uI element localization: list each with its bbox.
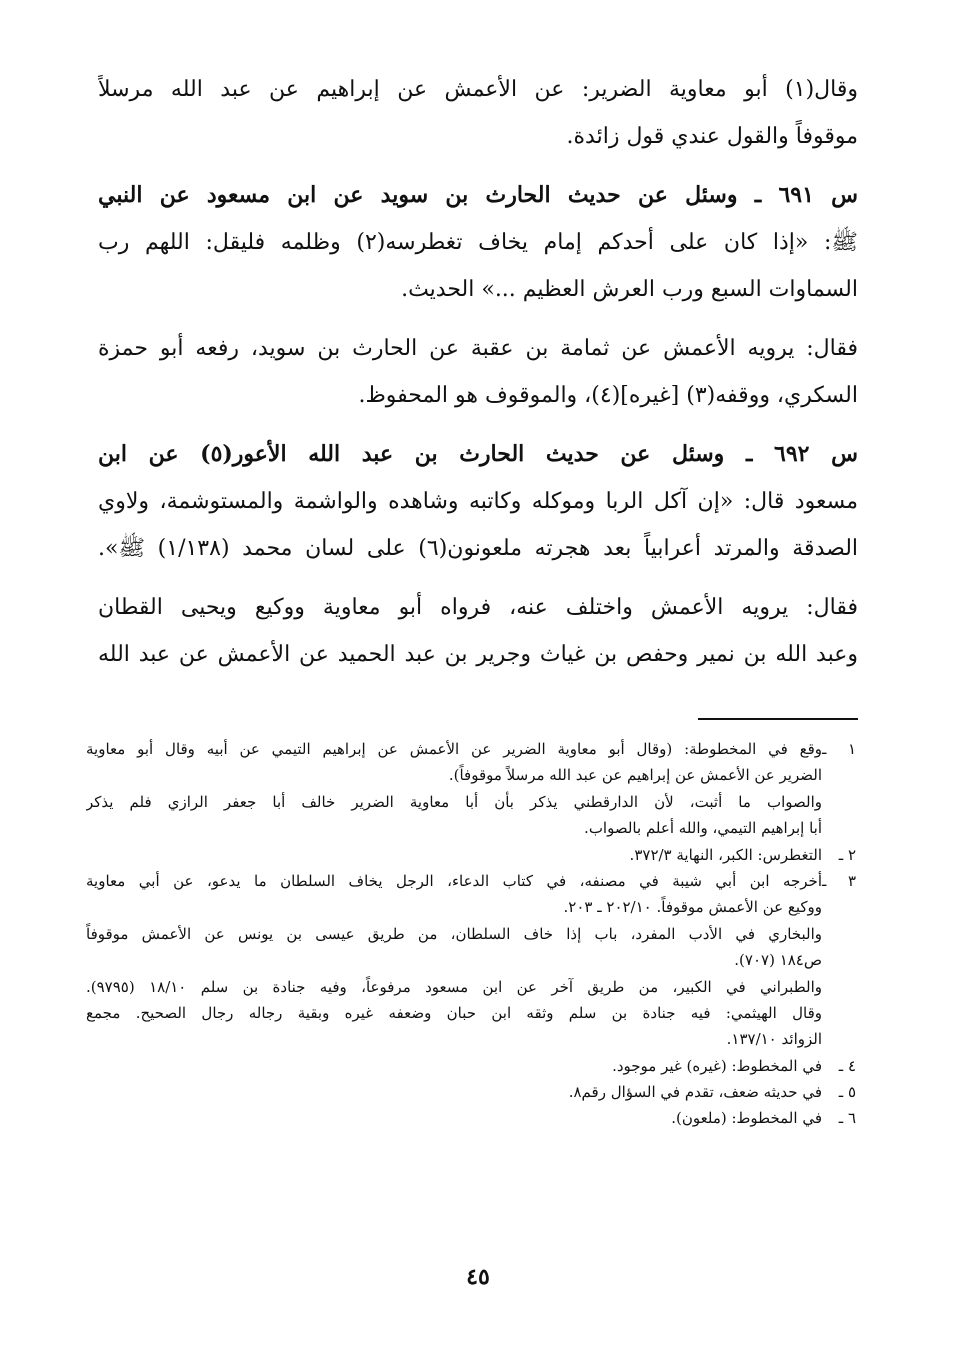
text-line: ﷺ: «إذا كان على أحدكم إمام يخاف تغطرسه(٢) وظلمه فليقل: اللهم رب xyxy=(98,230,858,255)
text-line: موقوفاً والقول عندي قول زائدة. xyxy=(566,124,858,149)
text-line: فقال: يرويه الأعمش عن ثمامة بن عقبة عن الحارث بن سويد، رفعه أبو حمزة xyxy=(98,336,858,361)
footnote-1 xyxy=(86,736,856,842)
footnote-text: الضرير عن الأعمش عن إبراهيم عن عبد الله مرسلاً موقوفاً). xyxy=(448,766,822,785)
footnote-text: في المخطوط: (ملعون). xyxy=(671,1109,822,1128)
text-line: س ٦٩١ ـ وسئل عن حديث الحارث بن سويد عن ابن مسعود عن النبي xyxy=(98,182,858,208)
text-line: السماوات السبع ورب العرش العظيم ...» الحديث. xyxy=(401,277,858,302)
text-line: وعبد الله بن نمير وحفص بن غياث وجرير بن عبد الحميد عن الأعمش عن عبد الله xyxy=(98,642,858,667)
footnote-text: الزوائد ١٣٧/١٠. xyxy=(726,1030,822,1049)
footnote-text: أبا إبراهيم التيمي، والله أعلم بالصواب. xyxy=(584,819,822,838)
footnote-text: في المخطوط: (غيره) غير موجود. xyxy=(612,1056,822,1075)
footnote-2 xyxy=(86,842,856,868)
answer-692 xyxy=(98,584,858,678)
question-691 xyxy=(98,172,858,313)
footnote-text: والصواب ما أثبت، لأن الدارقطني يذكر بأن أبا معاوية الضرير خالف أبا جعفر الرازي فلم يذكر xyxy=(86,792,822,811)
footnote-4 xyxy=(86,1053,856,1079)
footnote-text: في حديثه ضعف، تقدم في السؤال رقم٨. xyxy=(568,1083,822,1102)
text-line: وقال(١) أبو معاوية الضرير: عن الأعمش عن إبراهيم عن عبد الله مرسلاً xyxy=(98,77,858,102)
footnote-separator xyxy=(698,718,858,720)
footnote-text: ص١٨٤ (٧٠٧). xyxy=(734,951,822,970)
footnote-text: والطبراني في الكبير، من طريق آخر عن ابن مسعود مرفوعاً، وفيه جنادة بن سلم ١٨/١٠ (٩٧٩٥). xyxy=(86,977,822,996)
footnote-number: ٣ ـ xyxy=(822,871,856,890)
footnote-text: وقال الهيثمي: فيه جنادة بن سلم وثقه ابن حبان وضعفه غيره وبقية رجاله رجال الصحيح. مجمع xyxy=(86,1003,822,1022)
footnote-5 xyxy=(86,1079,856,1105)
footnote-number: ٢ ـ xyxy=(838,845,856,864)
footnote-text: والبخاري في الأدب المفرد، باب إذا خاف السلطان، من طريق عيسى بن يونس عن الأعمش موقوفاً xyxy=(86,924,822,943)
footnote-number: ٥ ـ xyxy=(838,1083,856,1102)
question-692 xyxy=(98,431,858,572)
footnote-text: وقع في المخطوطة: (وقال أبو معاوية الضرير عن الأعمش عن إبراهيم التيمي عن أبيه وقال أبو معاوية xyxy=(86,740,822,758)
footnote-number: ١ ـ xyxy=(822,740,856,758)
footnote-text: التغطرس: الكبر، النهاية ٣٧٢/٣. xyxy=(629,845,822,864)
page-number: ٤٥ xyxy=(466,1264,490,1290)
footnote-text: أخرجه ابن أبي شيبة في مصنفه، في كتاب الدعاء، الرجل يخاف السلطان ما يدعو، عن أبي معاوية xyxy=(86,871,822,890)
footnote-6 xyxy=(86,1105,856,1131)
text-line: مسعود قال: «إن آكل الربا وموكله وكاتبه وشاهده والواشمة والمستوشمة، ولاوي xyxy=(98,489,858,514)
main-text xyxy=(98,66,858,690)
footnote-3 xyxy=(86,868,856,1053)
text-line: فقال: يرويه الأعمش واختلف عنه، فرواه أبو معاوية ووكيع ويحيى القطان xyxy=(98,595,858,620)
footnote-number: ٤ ـ xyxy=(838,1056,856,1075)
footnote-number: ٦ ـ xyxy=(838,1109,856,1128)
text-line: س ٦٩٢ ـ وسئل عن حديث الحارث بن عبد الله الأعور(٥) عن ابن xyxy=(98,441,858,467)
footnotes xyxy=(86,736,856,1132)
answer-691 xyxy=(98,325,858,419)
footnote-text: ووكيع عن الأعمش موقوفاً. ٢٠٢/١٠ ـ ٢٠٣. xyxy=(563,898,822,917)
text-line: الصدقة والمرتد أعرابياً بعد هجرته ملعونون(٦) على لسان محمد (١/١٣٨) ﷺ». xyxy=(98,536,858,561)
text-line: السكري، ووقفه(٣) [غيره](٤)، والموقوف هو المحفوظ. xyxy=(358,383,858,408)
paragraph xyxy=(98,66,858,160)
